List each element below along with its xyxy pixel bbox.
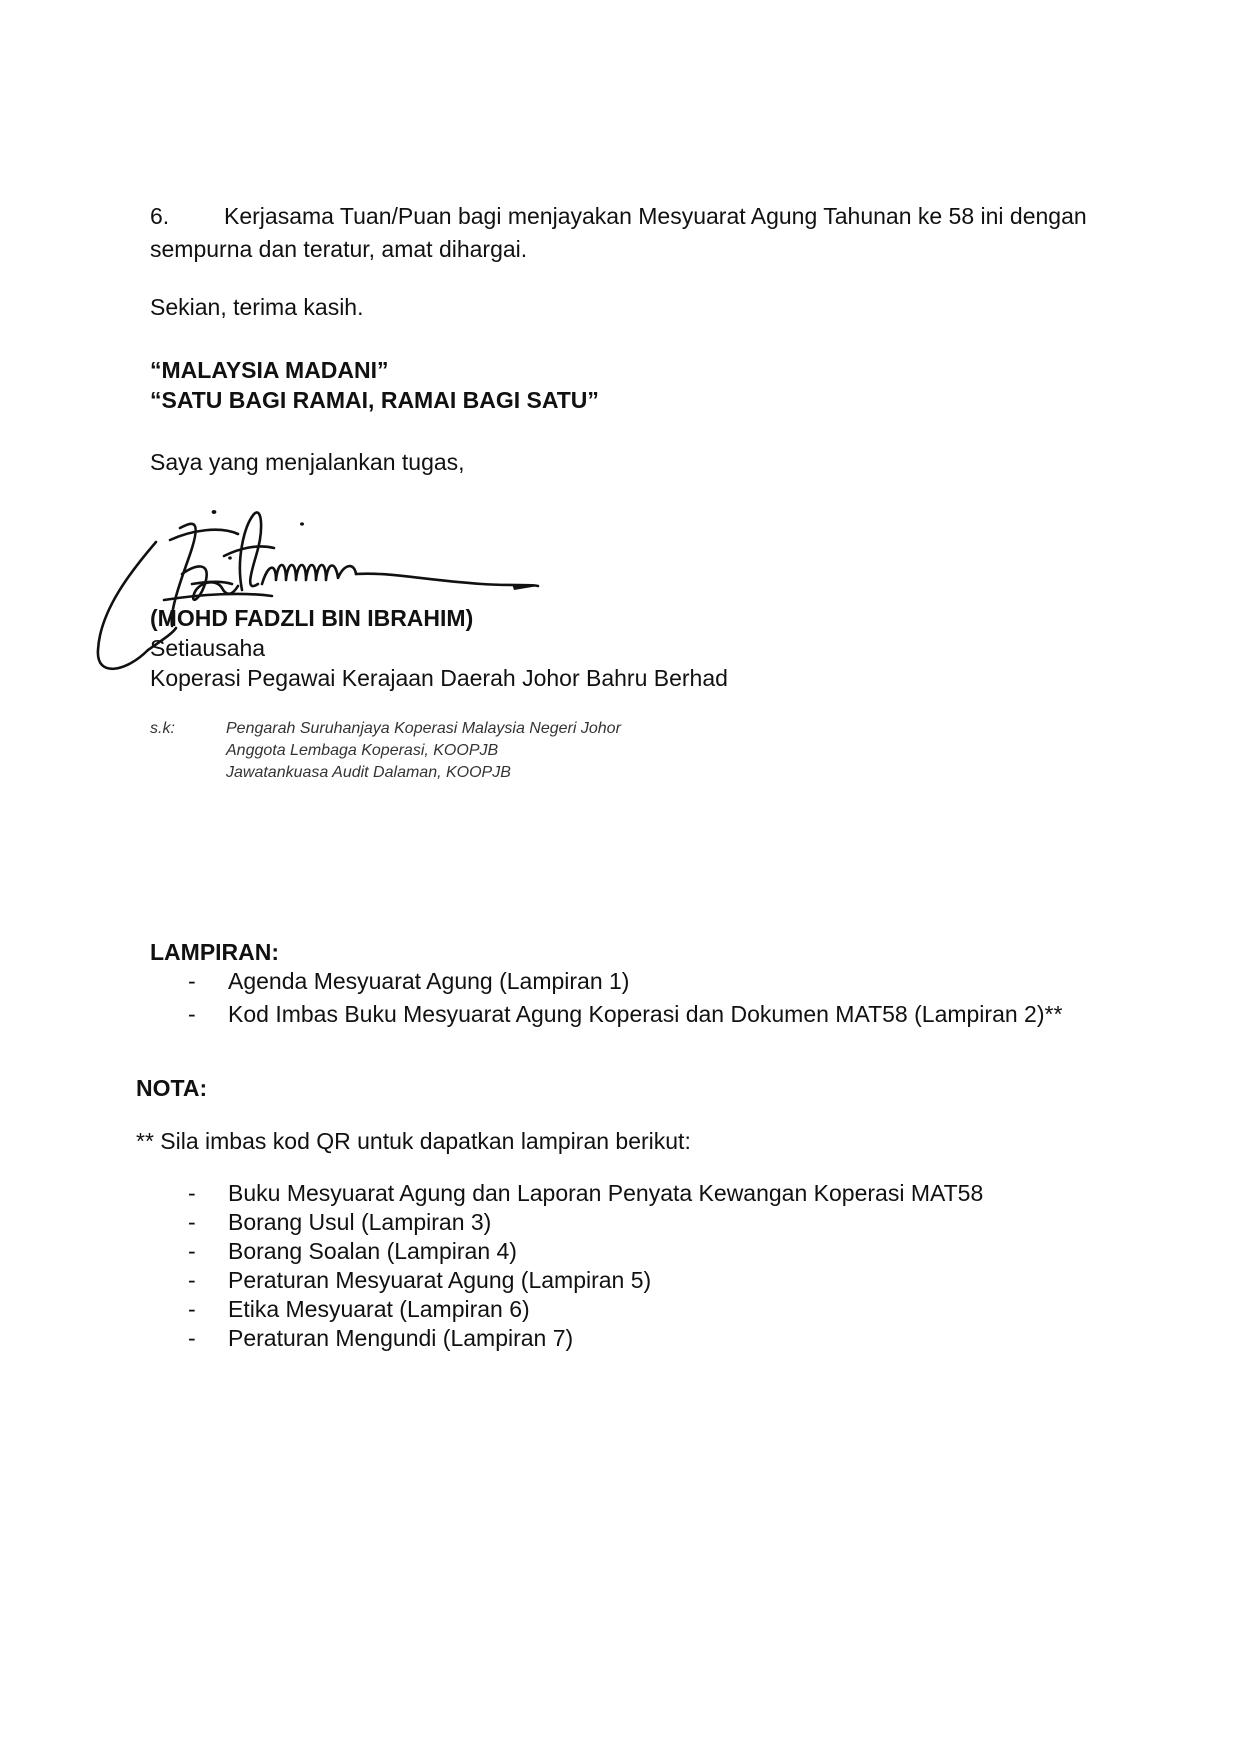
- list-item-text: Agenda Mesyuarat Agung (Lampiran 1): [228, 968, 630, 994]
- copies-recipients: [226, 718, 621, 784]
- list-item: [188, 1266, 983, 1295]
- copies-recipient: Pengarah Suruhanjaya Koperasi Malaysia Negeri Johor: [226, 720, 621, 737]
- list-dash: -: [188, 1180, 196, 1206]
- signatory-organization: Koperasi Pegawai Kerajaan Daerah Johor Bahru Berhad: [150, 665, 728, 691]
- list-item: [188, 998, 1062, 1031]
- list-item-text: Kod Imbas Buku Mesyuarat Agung Koperasi dan Dokumen MAT58 (Lampiran 2)**: [228, 1001, 1063, 1027]
- list-dash: -: [188, 1296, 196, 1322]
- copies-recipient: Anggota Lembaga Koperasi, KOOPJB: [226, 742, 499, 759]
- copies-recipient: Jawatankuasa Audit Dalaman, KOOPJB: [226, 764, 511, 781]
- copies-block: [150, 718, 850, 788]
- list-item: [188, 1295, 983, 1324]
- list-item-text: Borang Usul (Lampiran 3): [228, 1209, 492, 1235]
- duty-line: Saya yang menjalankan tugas,: [150, 449, 465, 475]
- list-item-text: Buku Mesyuarat Agung dan Laporan Penyata Kewangan Koperasi MAT58: [228, 1180, 984, 1206]
- lampiran-heading: LAMPIRAN:: [150, 939, 280, 965]
- nota-list: [188, 1179, 983, 1353]
- list-item: [188, 965, 1062, 998]
- list-dash: -: [188, 1238, 196, 1264]
- thanks-line: Sekian, terima kasih.: [150, 294, 364, 320]
- motto-line-2: “SATU BAGI RAMAI, RAMAI BAGI SATU”: [150, 387, 599, 413]
- list-item: [188, 1324, 983, 1353]
- lampiran-list: [188, 965, 1062, 1031]
- list-item-text: Borang Soalan (Lampiran 4): [228, 1238, 517, 1264]
- paragraph-line-1: Kerjasama Tuan/Puan bagi menjayakan Mesyuarat Agung Tahunan ke 58 ini dengan: [224, 203, 1087, 229]
- list-dash: -: [188, 1209, 196, 1235]
- list-item: [188, 1179, 983, 1208]
- list-item: [188, 1237, 983, 1266]
- paragraph-number: 6.: [150, 203, 170, 229]
- copies-label: s.k:: [150, 720, 175, 737]
- nota-heading: NOTA:: [136, 1075, 208, 1101]
- list-dash: -: [188, 1267, 196, 1293]
- list-item-text: Etika Mesyuarat (Lampiran 6): [228, 1296, 530, 1322]
- list-item-text: Peraturan Mengundi (Lampiran 7): [228, 1325, 574, 1351]
- list-dash: -: [188, 1001, 196, 1027]
- motto-line-1: “MALAYSIA MADANI”: [150, 357, 389, 383]
- list-dash: -: [188, 968, 196, 994]
- list-item-text: Peraturan Mesyuarat Agung (Lampiran 5): [228, 1267, 652, 1293]
- signatory-title: Setiausaha: [150, 635, 266, 661]
- signatory-name: (MOHD FADZLI BIN IBRAHIM): [150, 605, 474, 631]
- closing-paragraph: [150, 200, 1087, 266]
- list-dash: -: [188, 1325, 196, 1351]
- nota-intro: ** Sila imbas kod QR untuk dapatkan lampiran berikut:: [136, 1128, 691, 1154]
- paragraph-line-2: sempurna dan teratur, amat dihargai.: [150, 236, 528, 262]
- list-item: [188, 1208, 983, 1237]
